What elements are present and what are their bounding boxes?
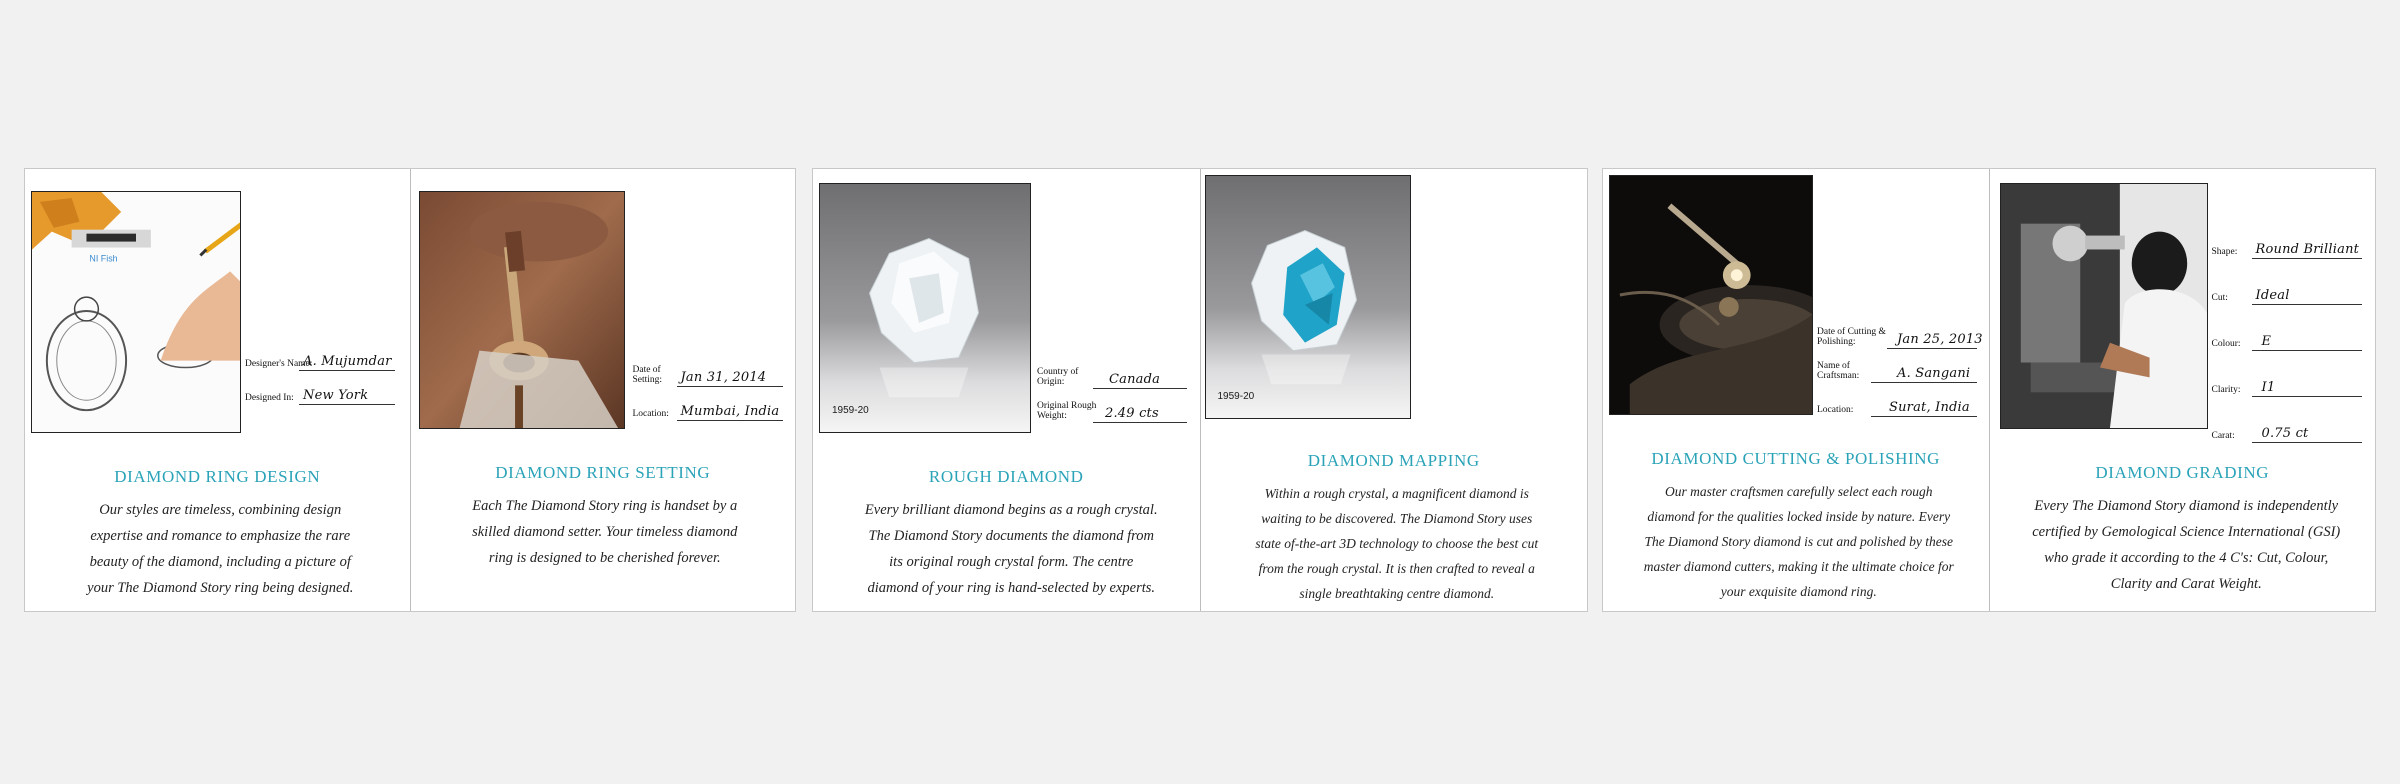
field-designer-name <box>245 347 395 371</box>
card-ring-setting <box>410 169 796 611</box>
card-title: DIAMOND GRADING <box>2095 463 2270 482</box>
field-value: Ideal <box>2255 288 2290 303</box>
sample-id-caption: 1959-20 <box>1217 391 1255 402</box>
panel-rough-mapping <box>812 168 1588 612</box>
cutting-fields <box>1817 325 1983 427</box>
card-title: DIAMOND RING DESIGN <box>114 467 321 486</box>
field-underline <box>1871 416 1977 417</box>
field-value: I1 <box>2261 380 2276 395</box>
card-body-text: Within a rough crystal, a magnificent diamond is waiting to be discovered. The Diamond Story uses state of-the-art 3D technology to choose the best cut from the rough crystal. It is then crafted to reveal a single breathtaking centre diamond. <box>1255 486 1539 601</box>
field-clarity <box>2212 373 2362 397</box>
field-underline <box>1093 422 1187 423</box>
card-title: ROUGH DIAMOND <box>928 467 1084 486</box>
field-label: Carat: <box>2211 431 2235 441</box>
cutting-polishing-image <box>1609 175 1813 415</box>
field-date-of-cutting <box>1817 325 1983 349</box>
card-body-text: Every brilliant diamond begins as a rough crystal. The Diamond Story documents the diamond from its original rough crystal form. The centre diamond of your ring is hand-selected by experts. <box>864 502 1158 596</box>
card-body-text: Each The Diamond Story ring is handset by a skilled diamond setter. Your timeless diamond ring is designed to be cherished forever. <box>472 498 738 566</box>
field-underline <box>299 370 395 371</box>
setting-fields <box>633 363 783 431</box>
ring-design-sketch-image <box>31 191 241 433</box>
field-label: Shape: <box>2211 247 2238 257</box>
field-location <box>633 397 783 421</box>
field-value: Canada <box>1109 372 1161 387</box>
field-value: Jan 25, 2013 <box>1897 332 1983 347</box>
field-shape <box>2212 235 2362 259</box>
field-underline <box>2252 350 2362 351</box>
field-value: E <box>2261 334 2272 349</box>
field-country-of-origin <box>1037 365 1187 389</box>
field-label: Location: <box>632 409 669 419</box>
field-name-of-craftsman <box>1817 359 1977 383</box>
field-value: Round Brilliant <box>2255 242 2360 257</box>
field-underline <box>677 386 783 387</box>
field-cut <box>2212 281 2362 305</box>
design-fields <box>245 347 395 415</box>
field-underline <box>299 404 395 405</box>
card-diamond-grading <box>1989 169 2376 611</box>
field-designed-in <box>245 381 395 405</box>
field-label: Country of Origin: <box>1037 367 1079 387</box>
field-underline <box>1871 382 1977 383</box>
card-title: DIAMOND MAPPING <box>1307 451 1480 470</box>
field-label: Original Rough Weight: <box>1037 401 1097 421</box>
field-value: Surat, India <box>1889 400 1970 415</box>
field-label: Date of Cutting & Polishing: <box>1817 327 1886 347</box>
field-underline <box>2252 442 2362 443</box>
panel-cutting-grading <box>1602 168 2376 612</box>
card-title: DIAMOND CUTTING & POLISHING <box>1651 449 1941 468</box>
panel-design-setting <box>24 168 796 612</box>
field-label: Cut: <box>2211 293 2228 303</box>
field-value: 2.49 cts <box>1105 406 1159 421</box>
card-title: DIAMOND RING SETTING <box>495 463 711 482</box>
field-underline <box>1887 348 1977 349</box>
field-value: A. Sangani <box>1897 366 1971 381</box>
field-value: Jan 31, 2014 <box>680 370 767 385</box>
grading-microscope-image <box>2000 183 2208 429</box>
field-label: Date of Setting: <box>632 365 663 385</box>
card-body-text: Our master craftsmen carefully select each rough diamond for the qualities locked inside by nature. Every The Diamond Story diamond is cut and polished by these master diamond cutters, making it the ultimate choice for your exquisite diamond ring. <box>1643 484 1954 599</box>
card-ring-design <box>25 169 410 611</box>
svg-text:NI Fish: NI Fish <box>89 253 118 264</box>
field-underline <box>1093 388 1187 389</box>
field-value: Mumbai, India <box>680 404 780 419</box>
sample-id-caption: 1959-20 <box>832 405 869 416</box>
rough-diamond-image <box>819 183 1031 433</box>
field-underline <box>677 420 783 421</box>
card-rough-diamond <box>813 169 1200 611</box>
field-value: 0.75 ct <box>2261 426 2309 441</box>
field-label: Designer's Name: <box>245 359 313 369</box>
field-underline <box>2252 304 2362 305</box>
field-label: Name of Craftsman: <box>1817 361 1860 381</box>
field-underline <box>2252 396 2362 397</box>
grading-fields <box>2212 235 2362 453</box>
field-original-rough-weight <box>1037 399 1187 423</box>
field-underline <box>2252 258 2362 259</box>
card-diamond-mapping <box>1200 169 1588 611</box>
field-label: Designed In: <box>245 393 294 403</box>
card-body-text: Every The Diamond Story diamond is independently certified by Gemological Science International (GSI) who grade it according to the 4 C's: Cut, Colour, Clarity and Carat Weight. <box>2032 498 2341 592</box>
field-location <box>1817 393 1977 417</box>
card-cutting-polishing <box>1603 169 1989 611</box>
field-label: Location: <box>1817 405 1854 415</box>
ring-setting-image <box>419 191 625 429</box>
diamond-mapping-image <box>1205 175 1411 419</box>
card-body-text: Our styles are timeless, combining design expertise and romance to emphasize the rare beauty of the diamond, including a picture of your The Diamond Story ring being designed. <box>87 502 354 596</box>
field-value: A. Mujumdar <box>303 354 392 369</box>
rough-fields <box>1037 365 1187 433</box>
field-date-of-setting <box>633 363 783 387</box>
field-label: Clarity: <box>2211 385 2241 395</box>
field-value: New York <box>303 388 369 403</box>
field-carat <box>2212 419 2362 443</box>
field-colour <box>2212 327 2362 351</box>
field-label: Colour: <box>2211 339 2241 349</box>
